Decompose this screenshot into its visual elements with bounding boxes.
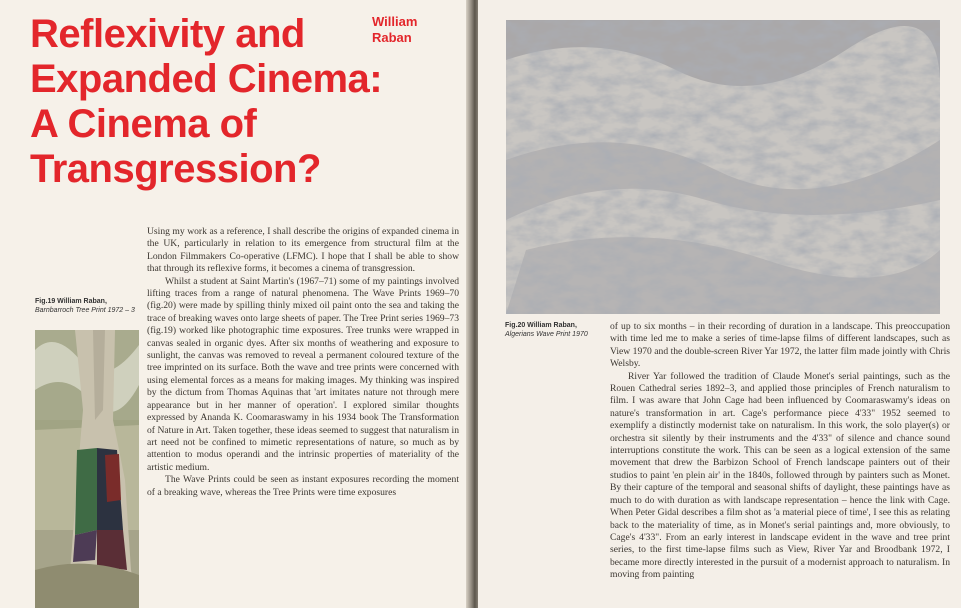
title-line: A Cinema of: [30, 102, 257, 146]
figure-20-work-title: Algerians Wave Print 1970: [505, 331, 588, 338]
wave-print-photo: [506, 20, 940, 314]
paragraph: The Wave Prints could be seen as instant exposures recording the moment of a breaking wave, whereas the Tree Prints were time exposures: [147, 474, 459, 498]
right-body-text: [610, 321, 950, 582]
title-line: Expanded Cinema:: [30, 57, 383, 101]
wave-print-image: [506, 20, 940, 314]
paragraph: Using my work as a reference, I shall describe the origins of expanded cinema in the UK, particularly in relation to its emergence from structural film at the London Filmmakers Co-operative (LFMC). I hope that I shall be able to show that through its reflexive forms, it becomes a cinema of transgression.: [147, 226, 459, 275]
article-title: [30, 12, 382, 192]
author-name: [372, 14, 417, 46]
figure-20-label: Fig.20 William Raban,: [505, 322, 577, 329]
paragraph: of up to six months – in their recording of duration in a landscape. This preoccupation with time led me to make a series of time-lapse films of different landscapes, such as View 1970 and the double-screen River Yar 1972, the latter film made jointly with Chris Welsby.: [610, 321, 950, 370]
paragraph: River Yar followed the tradition of Claude Monet's serial paintings, such as the Rouen Cathedral series 1892–3, and applied those principles of French naturalism to film. I was aware that John Cage had been influenced by Coomaraswamy's ideas on nature's transformation in art. Cage's performance piece 4'33" 1952 seemed to exemplify a distinctly modernist take on naturalism. In this work, the solo player(s) or orchestra sit silently by their instruments and the 4'33" of silence and chance sound interruptions constitute the work. This can be seen as a logical extension of the same movement that drew the Barbizon School of French landscape painters out of their studios to paint 'en plein air' in the 1840s, followed through by painters such as Monet. By their capture of the temporal and seasonal shifts of daylight, these paintings have as much to do with duration as with landscape representation – hence the link with Cage. When Peter Gidal describes a film shot as 'a material piece of time', I see this as relating back to the materiality of time, as in Monet's serial paintings and, more obviously, to Cage's 4'33". From an early interest in landscape evident in the wave and tree print series, to the first time-lapse films such as View, River Yar and Broodbank 1972, I became more directly interested in the pursuit of a modernist approach to naturalism. In moving from painting: [610, 370, 950, 581]
figure-19-label: Fig.19 William Raban,: [35, 298, 107, 305]
tree-print-photo: [35, 330, 139, 608]
figure-19-work-title: Barnbarroch Tree Print 1972 – 3: [35, 307, 135, 314]
author-first-name: William: [372, 14, 418, 29]
figure-19-caption: [35, 297, 145, 315]
author-last-name: Raban: [372, 30, 412, 45]
left-page: [0, 0, 470, 608]
paragraph: Whilst a student at Saint Martin's (1967–71) some of my paintings involved lifting traces from a range of natural phenomena. The Wave Prints 1969–70 (fig.20) were made by spilling thinly mixed oil paint onto the sea and taking the trace of breaking waves onto large sheets of paper. The Tree Print series 1969–73 (fig.19) worked like photographic time exposures. Tree trunks were wrapped in canvas sealed in organic dyes. After six months of weathering and exposure to sunlight, the canvas was removed to reveal a permanent coloured texture of the tree imprinted on its surface. Both the wave and tree prints were concerned with using elemental forces as a means for making images. My thinking was inspired by the dictum from Thomas Aquinas that 'art imitates nature not through mere appearance but in her manner of operation'. I explored similar thoughts expressed by Ananda K. Coomaraswamy in his 1934 book The Transformation of Nature in Art. Taken together, these ideas seemed to suggest that naturalism in art need not be confined to mimetic representations of nature, so much as by attention to modus operandi and the intrinsic properties of materiality of the artistic medium.: [147, 275, 459, 473]
title-line: Transgression?: [30, 147, 321, 191]
tree-print-image: [35, 330, 139, 608]
figure-20-caption: [505, 321, 600, 339]
left-body-text: [147, 226, 459, 499]
right-page: [478, 0, 961, 608]
title-line: Reflexivity and: [30, 12, 305, 56]
